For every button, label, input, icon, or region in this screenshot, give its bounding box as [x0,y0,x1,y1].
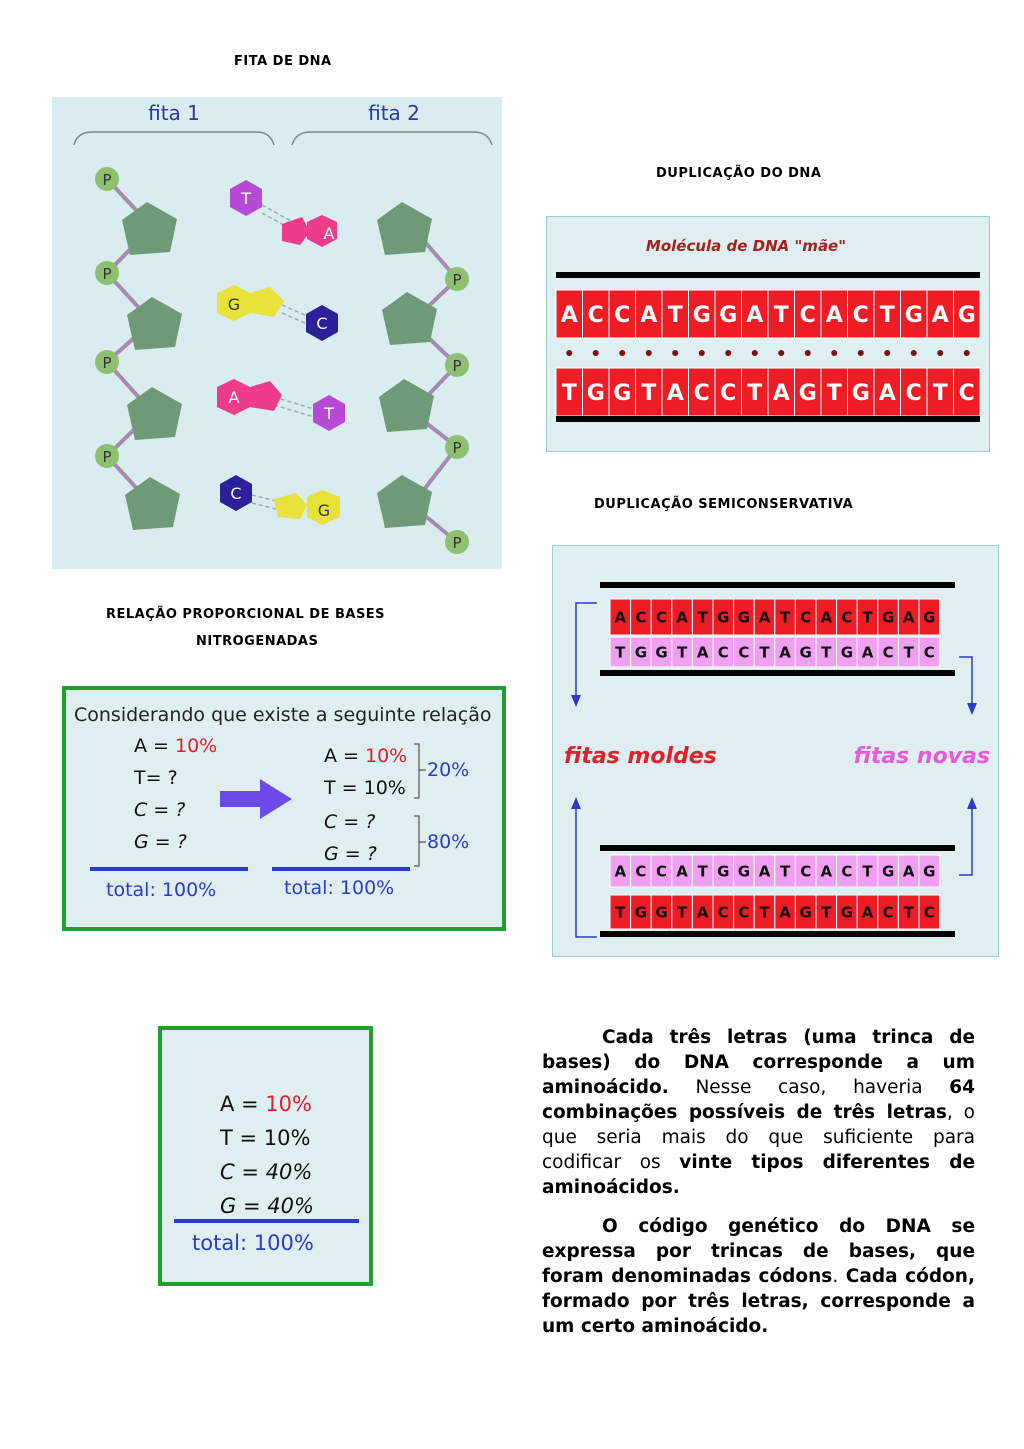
semi-top1-letter: T [697,608,708,627]
semi-top1-letter: A [902,608,915,627]
semi-top2-letter: G [717,862,730,881]
left-line-1: A = 10% [134,735,218,757]
dup-dot [619,350,625,356]
semi-top2-letter: T [862,862,873,881]
fita1-label: fita 1 [148,101,200,125]
left-line-2: T= ? [134,767,178,789]
semi-bottom2-letter: C [738,903,750,922]
heading-semiconservativa: DUPLICAÇÃO SEMICONSERVATIVA [594,497,854,512]
semi-bottom1-letter: T [821,643,832,662]
semi-top2-letter: A [820,862,833,881]
semi-bottom2-letter: T [903,903,914,922]
semi-top2-letter: T [779,862,791,881]
bracket-top-value: 20% [427,759,470,781]
phosphate-label: P [452,357,462,375]
dup-bottom-letter: G [613,380,632,406]
semi-bottom1-letter: T [676,643,688,662]
dup-bottom-letter: C [958,380,975,406]
semi-bottom1-letter: G [655,643,668,662]
semi-top2-letter: C [635,862,647,881]
dup-top-letter: T [773,302,789,328]
semi-top2-letter: A [676,862,688,881]
dna-duplication-figure [546,216,990,452]
dup-bottom-letter: G [586,380,605,406]
semi-top2-letter: A [758,862,771,881]
dup-bottom-letter: T [561,380,577,406]
semi-bottom2-letter: A [779,903,791,922]
dup-dot [884,350,890,356]
semi-top2-letter: A [614,862,627,881]
base-right-label: G [317,501,331,520]
semi-top1-letter: G [737,608,751,627]
dup-dot [725,350,731,356]
result-total: total: 100% [192,1231,314,1255]
heading-duplicacao: DUPLICAÇÃO DO DNA [656,166,822,181]
semi-top2-letter: G [881,862,895,881]
semi-bottom1-letter: C [923,643,935,662]
dna-strand-figure [52,97,502,569]
semi-top1-letter: A [758,608,771,627]
phosphate-label: P [452,439,462,457]
right-line-3: C = ? [324,811,376,833]
total-line [174,1219,359,1223]
semi-bottom2-letter: C [882,903,894,922]
p1-bold-1: Cada três letras (uma trinca de bases) do DNA corresponde a um aminoácido. [542,1027,975,1098]
semi-bottom2-letter: T [759,903,770,922]
semi-top1-letter: C [655,608,668,627]
base-right-label: C [316,314,328,333]
fita2-label: fita 2 [368,101,420,125]
dup-top-letter: G [904,302,923,328]
semi-top2-letter: C [841,862,853,881]
semi-bottom1-letter: A [779,643,791,662]
result-line-2: T = 10% [220,1126,311,1150]
semi-top1-letter: C [841,608,853,627]
dup-dot [672,350,678,356]
dup-bottom-letter: T [932,380,948,406]
total-left: total: 100% [106,879,217,901]
semi-top2-letter: C [800,862,812,881]
dup-bottom-letter: G [798,380,817,406]
semi-top1-letter: A [820,608,833,627]
dup-dot [752,350,758,356]
semi-top1-letter: G [881,608,895,627]
semi-top1-letter: G [717,608,730,627]
dup-top-letter: G [719,302,738,328]
semi-top-strand-2 [610,855,940,887]
right-line-1: A = 10% [324,745,408,767]
semi-bottom2-letter: T [676,903,688,922]
phosphate-label: P [102,171,112,189]
semi-bottom1-letter: G [634,643,648,662]
semi-bottom2-letter: C [923,903,935,922]
semi-bottom1-letter: G [840,643,854,662]
backbone [600,670,955,676]
phosphate-label: P [102,354,112,372]
semi-bottom1-letter: T [615,643,626,662]
semi-top2-letter: T [697,862,708,881]
semi-bottom2-letter: T [615,903,626,922]
semi-bottom1-letter: A [696,643,709,662]
dup-top-letter: A [560,302,578,328]
dup-top-letter: T [667,302,683,328]
result-line-4: G = 40% [220,1194,314,1218]
base-left-label: T [241,189,251,208]
right-line-2: T = 10% [324,777,406,799]
backbone [600,582,955,588]
left-line-4: G = ? [134,831,187,853]
paragraph-2 [542,1214,975,1339]
paragraph-1 [542,1025,975,1200]
dup-bottom-letter: A [878,380,896,406]
phosphate-label: P [452,534,462,552]
semi-top2-letter: G [923,862,936,881]
dup-top-letter: A [931,302,949,328]
semi-top1-letter: C [635,608,647,627]
total-right: total: 100% [284,877,395,899]
semi-bottom2-letter: G [655,903,668,922]
dup-dot [805,350,811,356]
dup-bottom-letter: T [826,380,842,406]
heading-relacao-line2: NITROGENADAS [196,634,319,649]
p1-bold-2: 64 combinações possíveis de três letras [542,1077,975,1123]
semi-top2-letter: G [737,862,751,881]
dup-dot [858,350,864,356]
dup-top-letter: A [825,302,843,328]
semi-bottom2-letter: A [696,903,709,922]
p2-bold-1: O código genético do DNA se expressa por trincas de bases, que foram denominadas códons [542,1216,975,1287]
heading-fita-dna: FITA DE DNA [234,54,332,69]
total-line-left [90,867,248,871]
semi-top1-letter: A [614,608,627,627]
semi-bottom2-letter: A [861,903,874,922]
semi-bottom1-letter: T [759,643,770,662]
semi-top1-letter: T [862,608,873,627]
backbone [600,931,955,937]
semi-bottom2-letter: G [634,903,648,922]
dup-dot [778,350,784,356]
dup-top-letter: C [799,302,816,328]
semi-bottom2-letter: T [821,903,832,922]
dup-bottom-letter: G [851,380,870,406]
dup-dot [593,350,599,356]
p1-text-2: , o que seria mais do que suficiente para codificar os [542,1102,975,1173]
dup-top-letter: C [852,302,869,328]
dup-top-letter: C [587,302,604,328]
dup-dot [937,350,943,356]
semi-bottom2-letter: G [799,903,812,922]
base-left-label: A [228,388,240,407]
semi-bottom1-letter: C [738,643,750,662]
dup-top-letter: C [614,302,631,328]
p1-bold-3: vinte tipos diferentes de aminoácidos. [542,1152,976,1198]
dup-top-letter: A [640,302,658,328]
semi-bottom1-letter: C [882,643,894,662]
duplication-title: Molécula de DNA "mãe" [645,237,847,255]
phosphate-label: P [452,271,462,289]
base-left-label: C [230,484,242,503]
p2-text-1: . [832,1266,839,1287]
semi-bottom2-letter: C [717,903,729,922]
dup-bottom-letter: A [772,380,790,406]
phosphate-label: P [102,448,112,466]
backbone-top [556,272,980,278]
dup-top-letter: A [746,302,764,328]
base-left-label: G [227,295,241,314]
dup-dot [566,350,572,356]
dup-bottom-letter: C [905,380,922,406]
phosphate-label: P [102,265,112,283]
semi-top-strand-1 [610,599,940,635]
backbone [600,845,955,851]
label-fitas-moldes: fitas moldes [564,744,717,769]
dup-dot [646,350,652,356]
label-fitas-novas: fitas novas [853,744,990,769]
semi-top1-letter: C [800,608,812,627]
bracket-bottom-value: 80% [427,831,470,853]
semi-bottom2-letter: G [840,903,854,922]
dup-dot [699,350,705,356]
dup-top-letter: G [957,302,976,328]
dup-bottom-letter: C [693,380,710,406]
duplication-top-strand [556,290,980,338]
heading-relacao-line1: RELAÇÃO PROPORCIONAL DE BASES [106,607,386,622]
semi-top1-letter: T [779,608,791,627]
dup-top-letter: G [692,302,711,328]
right-line-4: G = ? [324,843,377,865]
semi-bottom-strand-1 [610,637,940,667]
dup-dot [831,350,837,356]
semi-top1-letter: G [923,608,936,627]
duplication-bottom-strand [556,368,980,416]
semi-bottom1-letter: G [799,643,812,662]
dup-bottom-letter: T [641,380,657,406]
relation-intro: Considerando que existe a seguinte relação [74,704,492,726]
semiconservative-figure [552,545,999,957]
backbone-bottom [556,416,980,422]
base-right-label: T [324,404,334,423]
dup-top-letter: T [879,302,895,328]
dup-bottom-letter: A [666,380,684,406]
result-line-1: A = 10% [220,1092,312,1116]
left-line-3: C = ? [134,799,186,821]
result-line-3: C = 40% [220,1160,313,1184]
semi-bottom-strand-2 [610,895,940,929]
semi-bottom1-letter: A [861,643,874,662]
p1-text-1: Nesse caso, haveria [668,1077,950,1098]
base-right-label: A [323,224,335,243]
result-box [158,1026,373,1286]
semi-bottom1-letter: T [903,643,914,662]
dup-bottom-letter: C [720,380,737,406]
relation-box [62,686,506,931]
p2-bold-2: Cada códon, formado por três letras, corresponde a um certo aminoácido. [542,1266,975,1337]
dup-dot [964,350,970,356]
total-line-right [272,867,410,871]
text-column [542,1025,975,1339]
dup-dot [911,350,917,356]
semi-bottom1-letter: C [717,643,729,662]
semi-top2-letter: C [655,862,668,881]
semi-top2-letter: A [902,862,915,881]
semi-top1-letter: A [676,608,688,627]
dup-bottom-letter: T [747,380,763,406]
